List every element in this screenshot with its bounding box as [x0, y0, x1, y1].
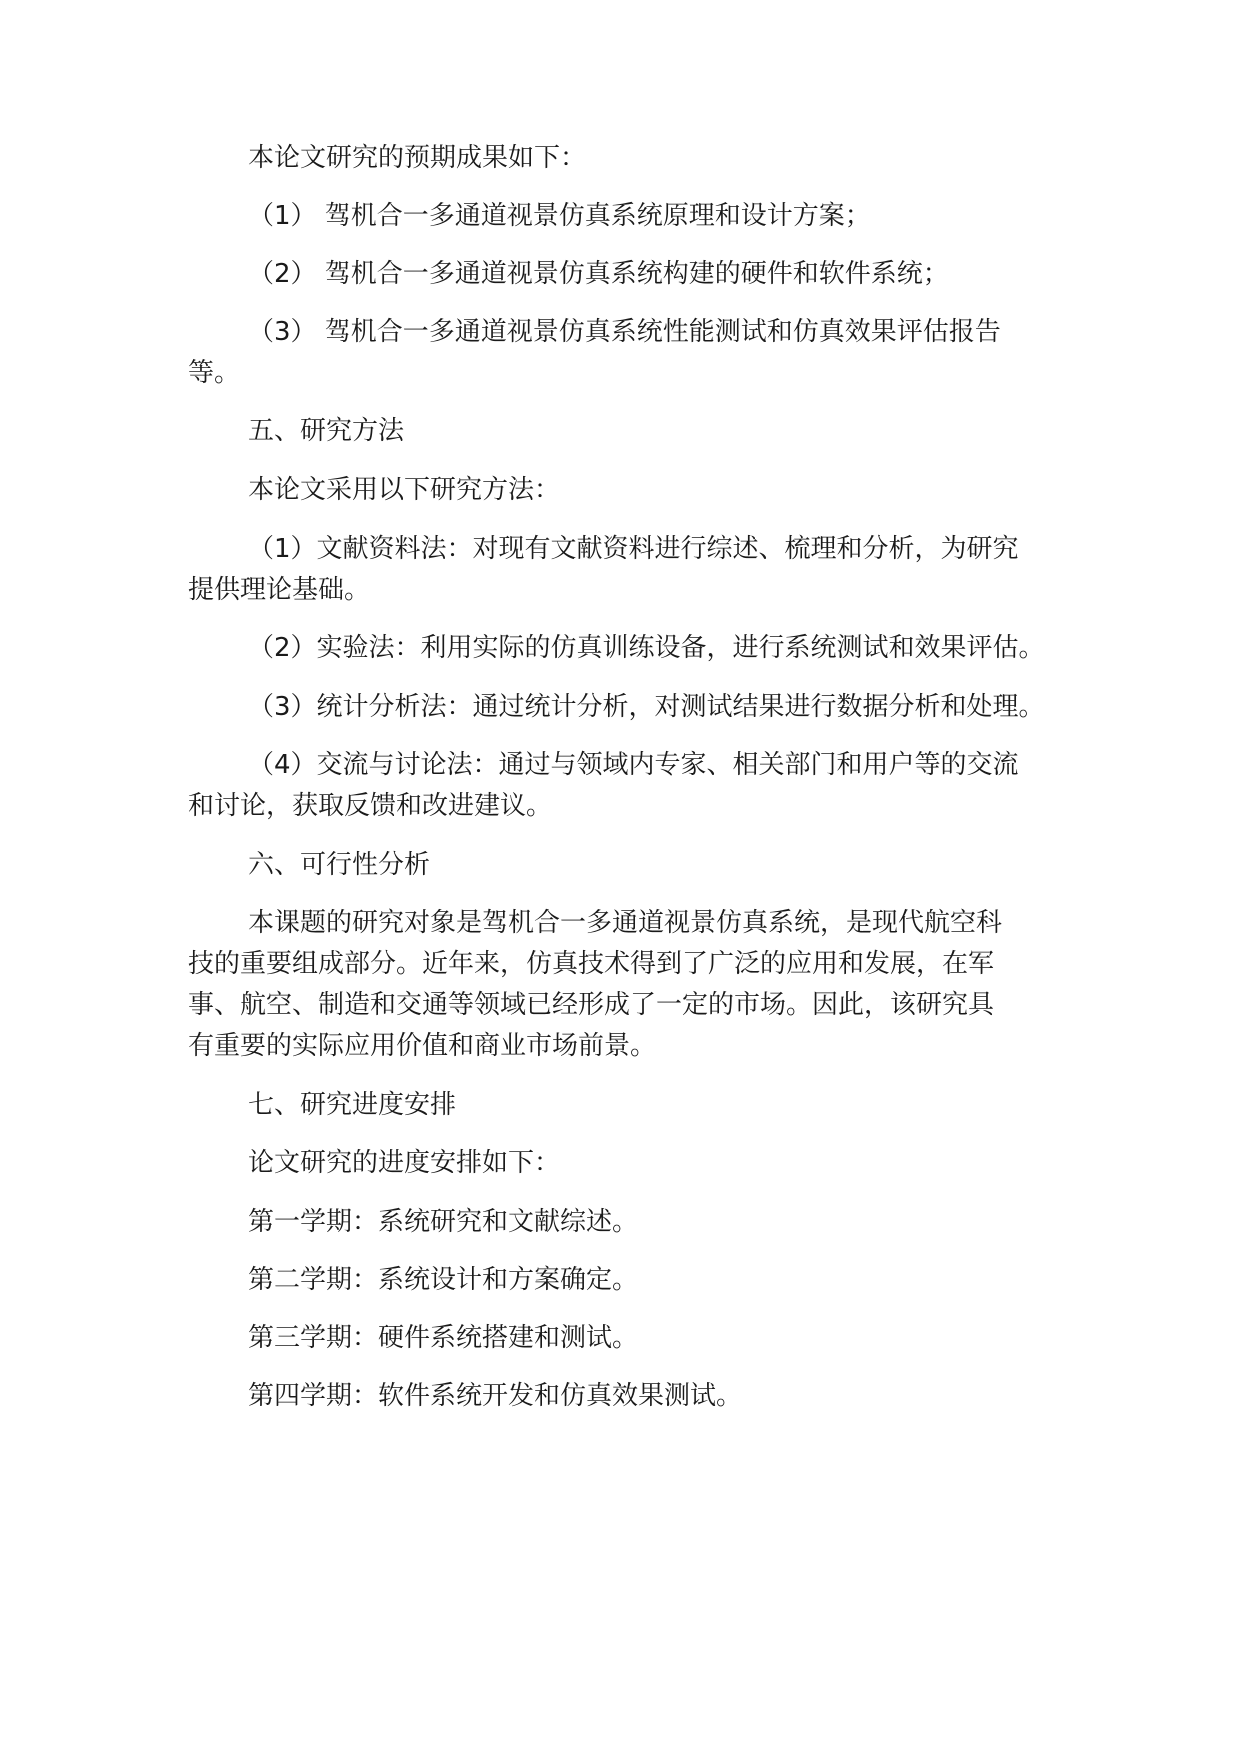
text-line: （2）实验法：利用实际的仿真训练设备，进行系统测试和效果评估。 [248, 633, 1045, 663]
text-line: （4）交流与讨论法：通过与领域内专家、相关部门和用户等的交流 [248, 750, 1019, 780]
paragraph-method-1 [188, 529, 1048, 611]
text-line: 第四学期：软件系统开发和仿真效果测试。 [248, 1381, 743, 1411]
text-line: 技的重要组成部分。近年来，仿真技术得到了广泛的应用和发展，在军 [188, 949, 995, 979]
text-line: 提供理论基础。 [188, 575, 371, 605]
paragraph-expected-results-intro [188, 138, 1048, 179]
paragraph-semester-1 [188, 1202, 1048, 1243]
paragraph-schedule-intro [188, 1143, 1048, 1184]
paragraph-method-2 [188, 628, 1048, 669]
text-line: 本课题的研究对象是驾机合一多通道视景仿真系统，是现代航空科 [248, 908, 1003, 938]
text-line: （1） 驾机合一多通道视景仿真系统原理和设计方案； [248, 201, 871, 231]
paragraph-method-4 [188, 745, 1048, 827]
text-line: 事、航空、制造和交通等领域已经形成了一定的市场。因此，该研究具 [188, 990, 995, 1020]
paragraph-result-2 [188, 254, 1048, 295]
paragraph-semester-3 [188, 1318, 1048, 1359]
text-line: 论文研究的进度安排如下： [248, 1148, 561, 1178]
paragraph-semester-2 [188, 1260, 1048, 1301]
text-line: （3）统计分析法：通过统计分析，对测试结果进行数据分析和处理。 [248, 692, 1045, 722]
paragraph-result-3 [188, 312, 1048, 394]
section-heading: 六、可行性分析 [248, 850, 431, 880]
section-heading: 五、研究方法 [248, 416, 405, 446]
text-line: 等。 [188, 358, 241, 388]
text-line: 本论文采用以下研究方法： [248, 475, 561, 505]
text-line: （3） 驾机合一多通道视景仿真系统性能测试和仿真效果评估报告 [248, 317, 1001, 347]
heading-feasibility [188, 845, 1048, 886]
text-line: 第三学期：硬件系统搭建和测试。 [248, 1323, 639, 1353]
paragraph-methods-intro [188, 470, 1048, 511]
paragraph-result-1 [188, 196, 1048, 237]
heading-research-methods [188, 411, 1048, 452]
paragraph-feasibility [188, 903, 1048, 1067]
text-line: 本论文研究的预期成果如下： [248, 143, 587, 173]
text-line: 第一学期：系统研究和文献综述。 [248, 1207, 639, 1237]
section-heading: 七、研究进度安排 [248, 1090, 457, 1120]
text-line: 有重要的实际应用价值和商业市场前景。 [188, 1031, 657, 1061]
heading-schedule [188, 1085, 1048, 1126]
paragraph-method-3 [188, 687, 1048, 728]
paragraph-semester-4 [188, 1376, 1048, 1417]
text-line: （2） 驾机合一多通道视景仿真系统构建的硬件和软件系统； [248, 259, 949, 289]
text-line: 和讨论，获取反馈和改进建议。 [188, 791, 553, 821]
text-line: （1）文献资料法：对现有文献资料进行综述、梳理和分析，为研究 [248, 534, 1019, 564]
text-line: 第二学期：系统设计和方案确定。 [248, 1265, 639, 1295]
